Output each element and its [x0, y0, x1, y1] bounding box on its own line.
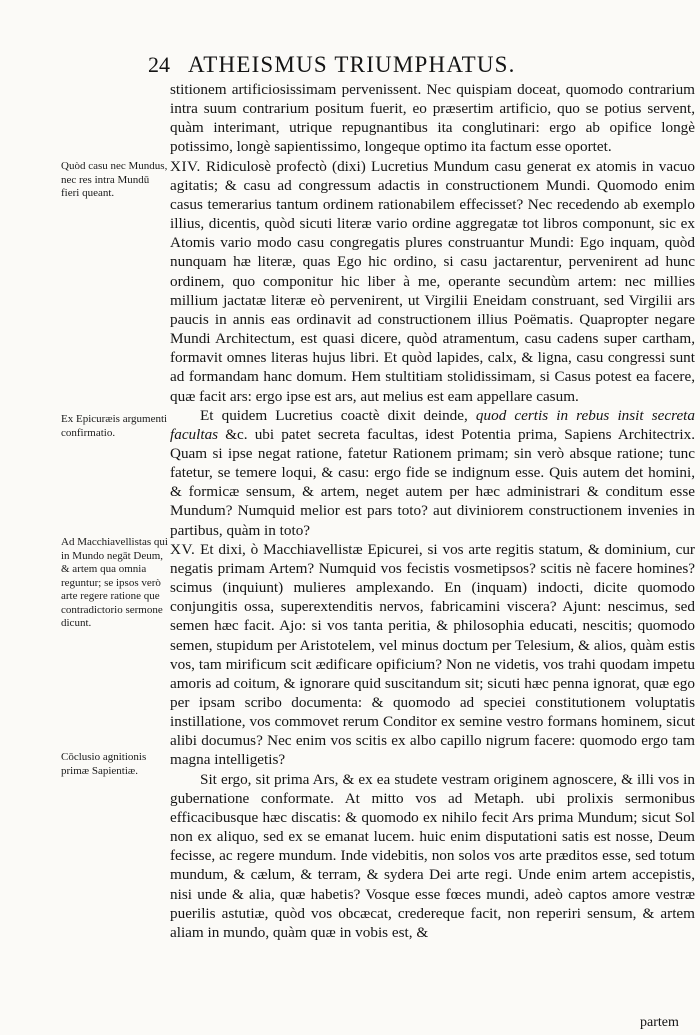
paragraph-section-xiv — [170, 157, 695, 406]
paragraph-text: &c. ubi patet secreta facultas, idest Potentia prima, Sapiens Architectrix. Quam si ipse negat ratione, fatetur Rationem primam; sin verò absque ratione; tunc fatetur, se temere loqui, & casu: ergo fide se indignum esse. Quis autem det homini, & formicæ sensum, & artem, neget autem per hæc administrari & conditum esse Mundum? Numquid melior est pars toto? aut diviniorem constructionem invenies in partibus, quàm in toto? — [170, 425, 696, 539]
catchword: partem — [640, 1015, 679, 1030]
section-number: XV. — [170, 540, 196, 558]
section-number: XIV. — [170, 157, 201, 175]
paragraph-lucretius — [170, 406, 695, 540]
margin-note-casu: Quòd casu nec Mundus, nec res intra Mundū fieri queant. — [61, 160, 168, 199]
paragraph-section-xv — [170, 540, 695, 770]
running-title: ATHEISMUS TRIUMPHATUS. — [188, 52, 516, 77]
paragraph-text: Et dixi, ò Macchiavellistæ Epicurei, si vos arte regitis statum, & dominium, cur negatis primam Artem? Numquid vos fecistis vosmetipsos? scitis nè facere homines? scimus (inquiunt) mulieres amplexando. En (inquam) indocti, dicite quomodo conjungitis ossa, superextenditis nervos, fabricamini viscera? Ajunt: nescimus, sed semen hæc facit. Ajo: si vos tanta peritia, & philosophia educati, nescitis; quomodo semen, stupidum per Aristotelem, vel minus doctum per Telesium, & alios, quàm estis vos, tam mirificum scit ædificare opificium? Non ne videtis, vos trahi quodam impetu amoris ad coitum, & ignorare quid suscitandum sit; sicuti hæc penna ignorat, quæ ego per ipsam scribo documenta: & quomodo ad speciei constitutionem voluptatis instillatione, vos commovet rerum Conditor ex semine vestro formans hominem, sicut alibi documus? Nec enim vos scitis ex albo capillo nigrum facere: quomodo ergo tam magna intelligetis? — [170, 540, 695, 769]
paragraph-text: Ridiculosè profectò (dixi) Lucretius Mundum casu generat ex atomis in vacuo agitatis; & casu ad congressum adactis in constructionem Mundi. Quomodo enim casus temerarius tantum ordinem rationabilem effecisset? Nec recedendo ab exemplo illius, dicentis, quòd sicuti literæ vario ordine aggregatæ tot libros componunt, sic ex Atomis vario modo casu congregatis plures construantur Mundi: Ego inquam, quòd nunquam hæ literæ, quas Ego hic ordino, si casu jactarentur, pervenirent ad hunc ordinem, quo componitur hic liber à me, operante secundùm artem: nec millies millium jactatæ literæ eò pervenirent, ut Virgilii Eneidam construant, sed Virgilii ars paucis in annis eas ordinavit ad constructionem illius Poëmatis. Quapropter negare Mundi Architectum, est quasi dicere, quòd atramentum, casu cadens super cartham, formavit omnes literas hujus libri. Et quòd lapides, calx, & ligna, casu congressi sunt ad formandam hanc domum. Hem stultitiam stolidissimam, si Casus potest ea facere, quæ facit ars: ergo ipse est ars, aut melius est eam appellare casum. — [170, 157, 695, 405]
paragraph-conclusion — [170, 770, 695, 942]
margin-note-epicurei: Ex Epicuræis argumenti confirmatio. — [61, 413, 168, 439]
page-header — [148, 50, 618, 80]
paragraph-continuation — [170, 80, 695, 157]
quotation-italic: quod certis in rebus insit secreta facultas — [170, 406, 695, 443]
paragraph-text: Sit ergo, sit prima Ars, & ex ea studete vestram originem agnoscere, & illi vos in gubernatione conformate. At mitto vos ad Metaph. ubi prolixis sermonibus efficacibusque hæc discatis: & quomodo ex nihilo fecit Ars prima Mundum; sicut Sol non ex aliquo, sed ex se emanat lucem. huic enim disputationi satis est nosse, Deum fecisse, ac regere mundum. Inde videbitis, non solos vos arte præditos esse, sed totum mundum, & cælum, & terram, & sydera Dei arte regi. Unde enim artem accepistis, nisi unde & alia, quæ habetis? Vosque esse fœces mundi, adeò captos amore vestræ puerilis astutiæ, quòd vos obcæcat, credereque facit, non reperiri sensum, & artem aliam in mundo, quàm quæ in vobis est, & — [170, 770, 695, 941]
main-text — [170, 80, 695, 942]
paragraph-text: stitionem artificiosissimam pervenissent. Nec quispiam doceat, quomodo contrarium intra suum contrarium positum fuerit, eo præsertim artificio, quo se potius servent, quàm interimant, utrique repugnantibus ita conglutinari: ergo ab opifice longè potissimo, longè sapientissimo, longeque optimo ita factum esse oportet. — [170, 81, 695, 156]
margin-note-conclusio: Cōclusio agnitionis primæ Sapientiæ. — [61, 751, 147, 777]
page-number: 24 — [148, 52, 170, 77]
paragraph-text: Et quidem Lucretius coactè dixit deinde, — [200, 406, 468, 424]
margin-note-macchiavellistas: Ad Macchiavellistas qui in Mundo negāt Deum, & artem qua omnia reguntur; se ipsos verò arte regere ratione que contradictorio sermone dicunt. — [61, 536, 168, 629]
